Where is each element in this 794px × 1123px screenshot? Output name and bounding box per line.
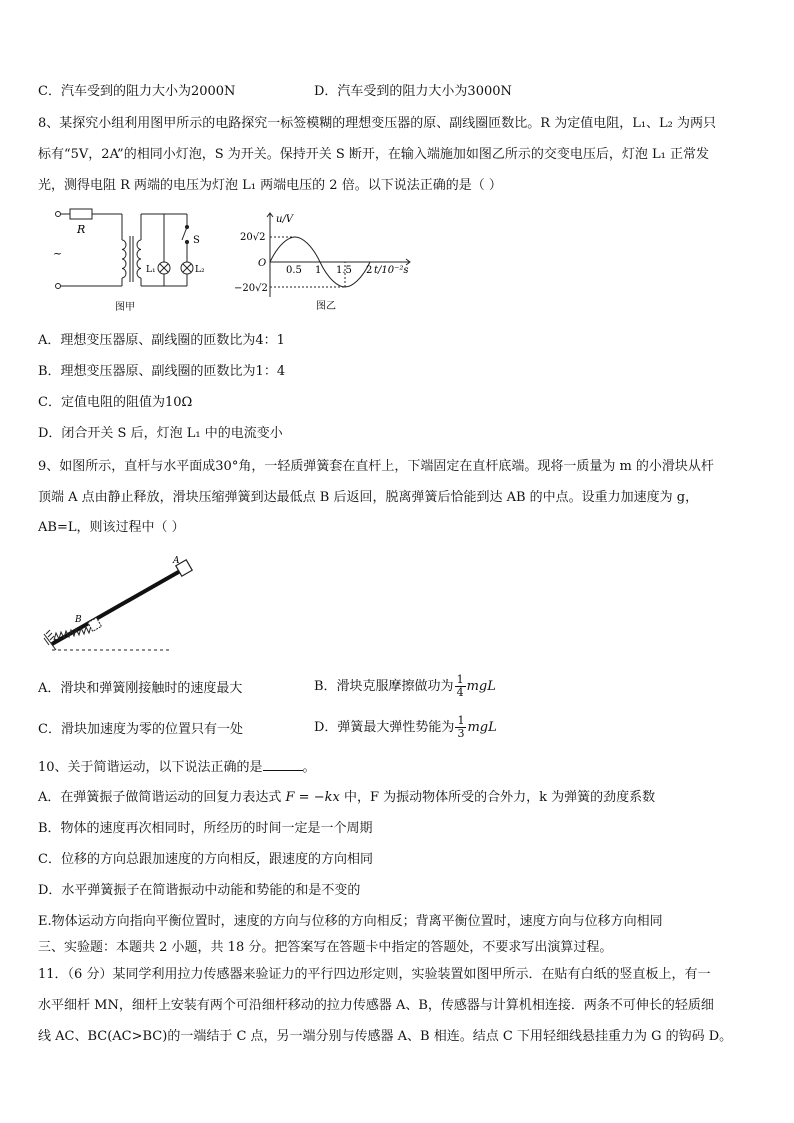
q9-option-d bbox=[314, 715, 497, 740]
yi-ypos-label: 20√2 bbox=[240, 232, 266, 243]
yi-ylabel: u/V bbox=[276, 214, 294, 225]
q9-option-d-unit: mgL bbox=[467, 720, 497, 735]
q10-option-c: C．位移的方向总跟加速度的方向相反，跟速度的方向相同 bbox=[38, 852, 373, 867]
yi-tick-2: 2 bbox=[366, 265, 373, 276]
fraction-denominator: 4 bbox=[456, 686, 464, 699]
q8-option-d: D．闭合开关 S 后，灯泡 L₁ 中的电流变小 bbox=[38, 426, 283, 441]
q9-option-b bbox=[314, 674, 496, 699]
q10-stem bbox=[38, 760, 316, 776]
q9-stem-line1: 9、如图所示，直杆与水平面成30°角，一轻质弹簧套在直杆上，下端固定在直杆底端。现将一质量为 m 的小滑块从杆 bbox=[38, 459, 714, 474]
q8-figure-yi-waveform bbox=[232, 205, 422, 315]
q11-stem-line3: 线 AC、BC(AC>BC)的一端结于 C 点，另一端分别与传感器 A、B 相连。结点 C 下用轻细线悬挂重力为 G 的钩码 D。 bbox=[38, 1029, 733, 1044]
fraction-numerator: 1 bbox=[456, 673, 464, 686]
q8-stem-line2: 标有“5V，2A”的相同小灯泡，S 为开关。保持开关 S 断开，在输入端施加如图乙所示的交变电压后，灯泡 L₁ 正常发 bbox=[38, 147, 710, 162]
q10-stem-end: 。 bbox=[302, 760, 316, 775]
q9-option-c: C．滑块加速度为零的位置只有一处 bbox=[38, 722, 243, 737]
section-heading-experiment: 三、实验题：本题共 2 小题，共 18 分。把答案写在答题卡中指定的答题处，不要求写出演算过程。 bbox=[38, 940, 613, 955]
q7-option-d: D．汽车受到的阻力大小为3000N bbox=[314, 84, 512, 99]
q9-stem-line2: 顶端 A 点由静止释放，滑块压缩弹簧到达最低点 B 后返回，脱离弹簧后恰能到达 AB 的中点。设重力加速度为 g， bbox=[38, 490, 699, 505]
q10-stem-text: 10、关于简谐运动，以下说法正确的是 bbox=[38, 760, 263, 775]
yi-xlabel: t/10⁻²s bbox=[374, 265, 409, 276]
yi-tick-0-5: 0.5 bbox=[286, 265, 302, 276]
fraction-denominator: 3 bbox=[457, 727, 465, 740]
q9-figure-incline bbox=[40, 552, 200, 662]
label-l2: L₂ bbox=[195, 265, 205, 275]
q10-option-e: E.物体运动方向指向平衡位置时，速度的方向与位移的方向相反；背离平衡位置时，速度方向与位移方向相同 bbox=[38, 914, 663, 929]
q10-option-a-text: A．在弹簧振子做简谐运动的回复力表达式 bbox=[38, 790, 282, 805]
q8-option-b: B．理想变压器原、副线圈的匝数比为1：4 bbox=[38, 364, 286, 379]
yi-tick-1: 1 bbox=[315, 265, 322, 276]
q8-stem-line1: 8、某探究小组利用图甲所示的电路探究一标签模糊的理想变压器的原、副线圈匝数比。R 为定值电阻，L₁、L₂ 为两只 bbox=[38, 116, 717, 131]
q7-option-c: C．汽车受到的阻力大小为2000N bbox=[38, 84, 236, 99]
q9-option-b-unit: mgL bbox=[466, 679, 496, 694]
q11-stem-line2: 水平细杆 MN，细杆上安装有两个可沿细杆移动的拉力传感器 A、B，传感器与计算机相连接．两条不可伸长的轻质细 bbox=[38, 998, 714, 1013]
figure-jia-caption: 图甲 bbox=[115, 302, 135, 313]
figure-yi-caption: 图乙 bbox=[316, 301, 336, 312]
label-switch-s: S bbox=[193, 235, 200, 246]
q9-stem-line3: AB=L，则该过程中（ ） bbox=[38, 520, 185, 535]
q8-option-a: A．理想变压器原、副线圈的匝数比为4：1 bbox=[38, 333, 285, 348]
q10-option-a-post: 中，F 为振动物体所受的合外力，k 为弹簧的劲度系数 bbox=[343, 790, 656, 805]
q9-option-b-fraction bbox=[455, 674, 466, 699]
label-a: A bbox=[173, 556, 180, 566]
q9-option-d-fraction bbox=[455, 715, 466, 740]
q9-option-d-text: D．弹簧最大弹性势能为 bbox=[314, 720, 455, 735]
q10-option-b: B．物体的速度再次相同时，所经历的时间一定是一个周期 bbox=[38, 821, 373, 836]
yi-tick-1-5: 1.5 bbox=[336, 265, 352, 276]
q8-figure-jia-circuit bbox=[44, 200, 224, 315]
label-b: B bbox=[75, 615, 82, 625]
q10-formula: F = −kx bbox=[285, 790, 340, 805]
q10-option-a bbox=[38, 790, 655, 806]
label-r: R bbox=[77, 223, 86, 236]
q11-stem-line1: 11．（6 分）某同学利用拉力传感器来验证力的平行四边形定则，实验装置如图甲所示．在贴有白纸的竖直板上，有一 bbox=[38, 967, 711, 982]
q9-option-b-text: B．滑块克服摩擦做功为 bbox=[314, 679, 454, 694]
q9-option-a: A．滑块和弹簧刚接触时的速度最大 bbox=[38, 681, 243, 696]
label-ac-source: ~ bbox=[53, 247, 63, 260]
q10-option-d: D．水平弹簧振子在简谐振动中动能和势能的和是不变的 bbox=[38, 883, 361, 898]
label-l1: L₁ bbox=[146, 265, 156, 275]
answer-blank bbox=[263, 760, 303, 771]
yi-yneg-label: −20√2 bbox=[234, 283, 268, 294]
fraction-numerator: 1 bbox=[457, 714, 465, 727]
q8-option-c: C．定值电阻的阻值为10Ω bbox=[38, 395, 193, 410]
q8-stem-line3: 光，测得电阻 R 两端的电压为灯泡 L₁ 两端电压的 2 倍。以下说法正确的是（ ） bbox=[38, 178, 502, 193]
yi-origin: O bbox=[258, 258, 267, 269]
